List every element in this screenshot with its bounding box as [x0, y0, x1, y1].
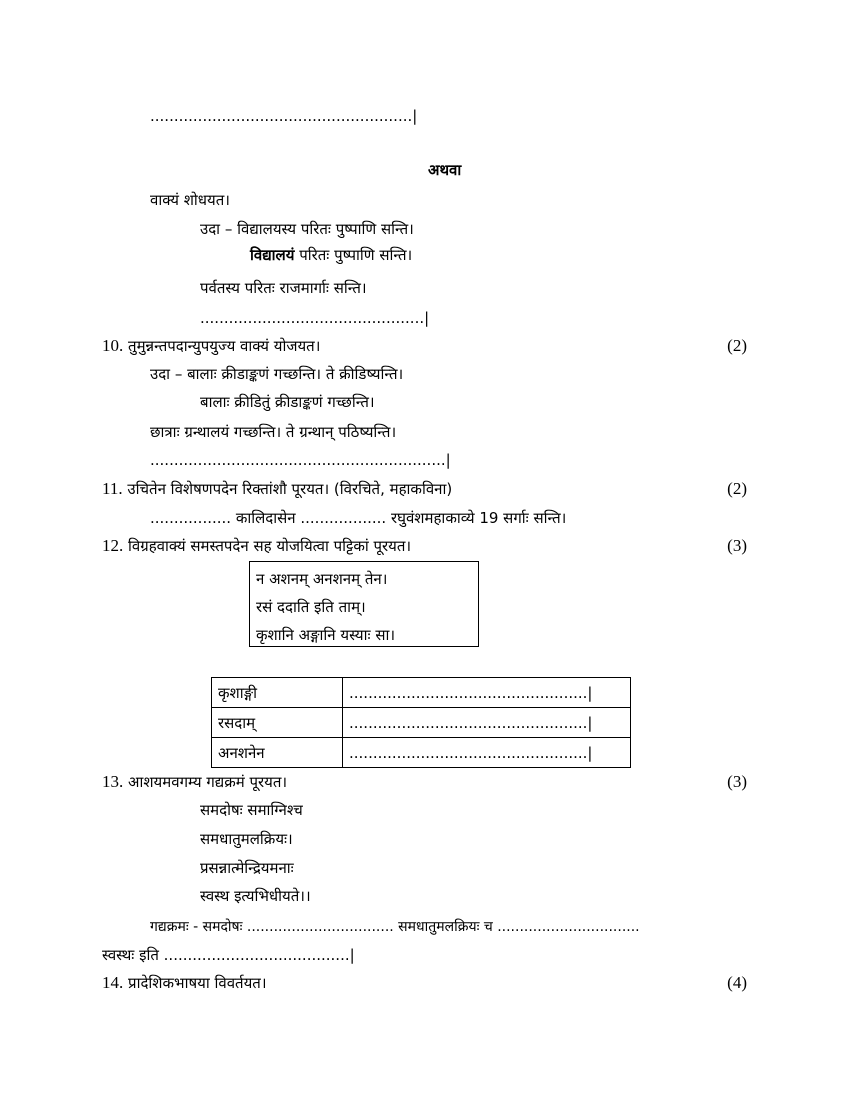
table-term: अनशनेन — [212, 738, 343, 768]
athava-heading: अथवा — [428, 161, 462, 179]
table-term: कृशाङ्गी — [212, 678, 343, 708]
q12-number: 12. — [102, 536, 124, 555]
q11-number: 11. — [102, 479, 123, 498]
q11-marks: (2) — [727, 479, 747, 498]
q10-example: उदा – बालाः क्रीडाङ्कणं गच्छन्ति। ते क्रीडिष्यन्ति। — [150, 365, 404, 383]
table-term: रसदाम् — [212, 708, 343, 738]
q13-marks: (3) — [727, 772, 747, 791]
verse-line: प्रसन्नात्मेन्द्रियमनाः — [200, 859, 294, 877]
q9b-instruction: वाक्यं शोधयत। — [150, 191, 230, 209]
table-row — [212, 708, 631, 738]
q14-question — [102, 973, 267, 993]
q9b-answer — [250, 245, 412, 265]
table-row — [212, 738, 631, 768]
q11-text: उचितेन विशेषणपदेन रिक्तांशौ पूरयत। (विरचिते, महाकविना) — [127, 480, 453, 498]
q14-number: 14. — [102, 973, 124, 992]
blank-line-top: .......................................................| — [150, 107, 418, 125]
q13-number: 13. — [102, 772, 124, 791]
table-blank[interactable]: ..................................................| — [343, 678, 631, 708]
q11-question — [102, 479, 452, 499]
verse-line: समदोषः समाग्निश्च — [200, 801, 303, 819]
table-blank[interactable]: ..................................................| — [343, 708, 631, 738]
table-row — [212, 678, 631, 708]
q10-number: 10. — [102, 336, 124, 355]
q14-marks: (4) — [727, 973, 747, 992]
q9b-answer-bold: विद्यालयं — [250, 246, 295, 264]
table-blank[interactable]: ..................................................| — [343, 738, 631, 768]
q12-vigraha-box — [249, 561, 479, 647]
q10-question — [102, 336, 320, 356]
q12-text: विग्रहवाक्यं समस्तपदेन सह योजयित्वा पट्टिकां पूरयत। — [128, 537, 412, 555]
q14-text: प्रादेशिकभाषया विवर्तयत। — [128, 974, 267, 992]
q10-answer: बालाः क्रीडितुं क्रीडाङ्कणं गच्छन्ति। — [200, 393, 375, 411]
q9b-blank: ...............................................| — [200, 309, 430, 327]
q9b-sentence: पर्वतस्य परितः राजमार्गाः सन्ति। — [200, 279, 367, 297]
verse-line: स्वस्थ इत्यभिधीयते।। — [200, 887, 311, 905]
q10-text: तुमुन्नन्तपदान्युपयुज्य वाक्यं योजयत। — [128, 337, 321, 355]
vigraha-line: न अशनम् अनशनम् तेन। — [256, 570, 388, 588]
q9b-example: उदा – विद्यालयस्य परितः पुष्पाणि सन्ति। — [200, 220, 414, 238]
q13-question — [102, 772, 287, 792]
q13-prose-line-2: स्वस्थः इति .......................................| — [102, 946, 355, 964]
q12-question — [102, 536, 411, 556]
q10-blank: ..............................................................| — [150, 451, 451, 469]
vigraha-line: रसं ददाति इति ताम्। — [256, 598, 366, 616]
q10-sentence: छात्राः ग्रन्थालयं गच्छन्ति। ते ग्रन्थान् पठिष्यन्ति। — [150, 423, 397, 441]
q12-marks: (3) — [727, 536, 747, 555]
q12-answer-table — [211, 677, 631, 768]
q13-prose-line-1: गद्यक्रमः - समदोषः ................................. समधातुमलक्रियः च ................................ — [150, 919, 640, 935]
verse-line: समधातुमलक्रियः। — [200, 830, 293, 848]
vigraha-line: कृशानि अङ्गानि यस्याः सा। — [256, 626, 396, 644]
q9b-answer-rest: परितः पुष्पाणि सन्ति। — [294, 246, 413, 264]
q10-marks: (2) — [727, 336, 747, 355]
q13-text: आशयमवगम्य गद्यक्रमं पूरयत। — [128, 773, 288, 791]
q11-line: ................. कालिदासेन .................. रघुवंशमहाकाव्ये 19 सर्गाः सन्ति। — [150, 509, 567, 527]
